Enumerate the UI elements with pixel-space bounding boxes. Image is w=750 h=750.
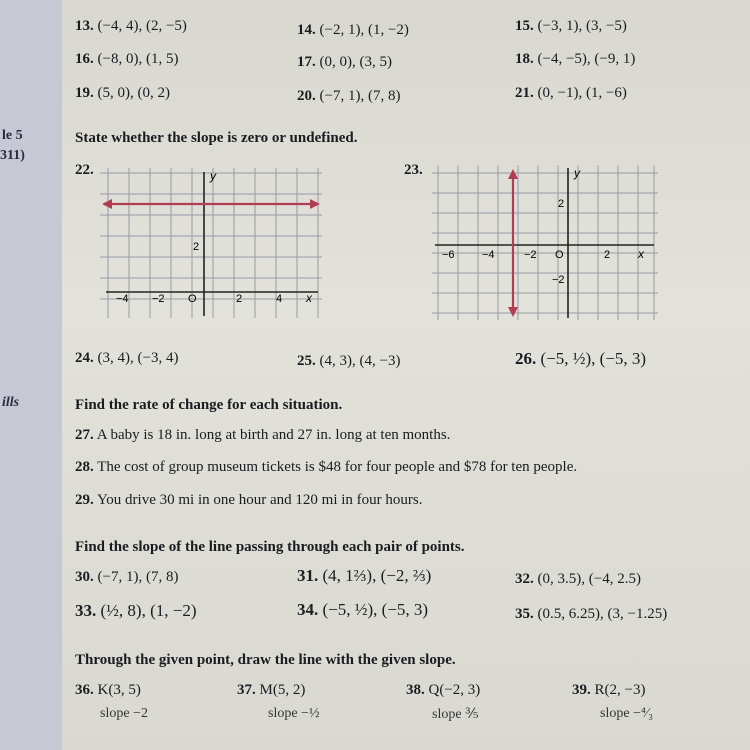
problem-21: 21. (0, −1), (1, −6) [515,85,627,101]
problem-35: 35. (0.5, 6.25), (3, −1.25) [515,606,668,622]
graph-23-y-tick-2: 2 [558,198,565,210]
problem-17: 17. (0, 0), (3, 5) [297,54,392,70]
problem-37: 37. M(5, 2) [237,682,306,698]
problem-38-slope: slope ⅗ [432,707,479,722]
graph-23-y-label: y [574,166,580,180]
problem-14: 14. (−2, 1), (1, −2) [297,22,409,38]
graph-23-tick-2: 2 [604,249,611,261]
section-heading-slope-pairs: Find the slope of the line passing through each pair of points. [75,539,465,555]
problem-25: 25. (4, 3), (4, −3) [297,353,401,369]
graph-22-y-tick: 2 [193,241,200,253]
problem-20: 20. (−7, 1), (7, 8) [297,88,401,104]
problem-30: 30. (−7, 1), (7, 8) [75,569,179,585]
margin-skills-label: ills [2,395,20,410]
graph-22-x-label: x [306,291,312,305]
problem-34: 34. (−5, ½), (−5, 3) [297,600,429,619]
problem-13: 13. (−4, 4), (2, −5) [75,18,187,34]
graph-23-origin: O [555,249,564,261]
problem-39: 39. R(2, −3) [572,682,646,698]
problem-39-slope: slope −⁴⁄₃ [600,706,654,721]
problem-26: 26. (−5, ½), (−5, 3) [515,349,647,368]
graph-22-y-label: y [210,169,216,183]
problem-19: 19. (5, 0), (0, 2) [75,85,170,101]
graph-22 [100,168,322,318]
problem-23-number: 23. [404,162,423,178]
margin-page-ref: 311) [0,148,25,163]
page-margin-strip [0,0,62,750]
problem-15: 15. (−3, 1), (3, −5) [515,18,627,34]
problem-32: 32. (0, 3.5), (−4, 2.5) [515,571,641,587]
problem-29: 29. You drive 30 mi in one hour and 120 mi in four hours. [75,492,423,508]
problem-18: 18. (−4, −5), (−9, 1) [515,51,636,67]
graph-22-origin: O [188,293,197,305]
problem-27: 27. A baby is 18 in. long at birth and 27 in. long at ten months. [75,427,451,443]
graph-23-tick-neg4: −4 [482,249,495,261]
problem-16: 16. (−8, 0), (1, 5) [75,51,179,67]
graph-22-tick-4: 4 [276,293,283,305]
graph-23 [432,165,658,320]
graph-22-tick-neg4: −4 [116,293,129,305]
section-heading-zero-undefined: State whether the slope is zero or undefined. [75,130,358,146]
section-heading-draw-lines: Through the given point, draw the line with the given slope. [75,652,456,668]
problem-28: 28. The cost of group museum tickets is $48 for four people and $78 for ten people. [75,459,578,475]
problem-38: 38. Q(−2, 3) [406,682,481,698]
problem-22-number: 22. [75,162,94,178]
problem-36-slope: slope −2 [100,706,148,721]
graph-22-tick-neg2: −2 [152,293,165,305]
graph-23-x-label: x [638,247,644,261]
graph-23-tick-neg2: −2 [524,249,537,261]
graph-22-tick-2: 2 [236,293,243,305]
graph-23-y-tick-neg2: −2 [552,274,565,286]
margin-example-label: le 5 [2,128,23,143]
graph-23-tick-neg6: −6 [442,249,455,261]
problem-33: 33. (½, 8), (1, −2) [75,601,197,620]
problem-37-slope: slope −½ [268,706,320,721]
section-heading-rate-of-change: Find the rate of change for each situation. [75,397,343,413]
problem-36: 36. K(3, 5) [75,682,141,698]
problem-31: 31. (4, 1⅔), (−2, ⅔) [297,566,432,585]
problem-24: 24. (3, 4), (−3, 4) [75,350,179,366]
